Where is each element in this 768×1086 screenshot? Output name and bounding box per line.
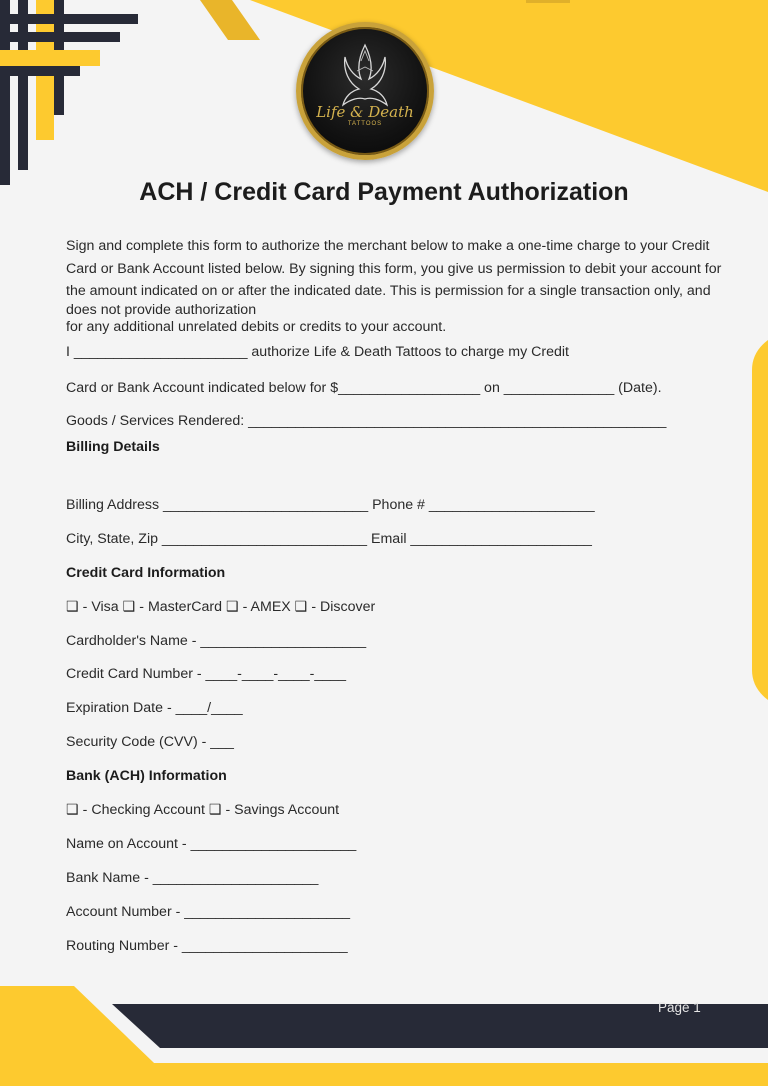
amount-date-line[interactable]: Card or Bank Account indicated below for $__________________ on ______________ (Date). bbox=[66, 380, 662, 396]
account-type-checkboxes[interactable]: ❑ - Checking Account ❑ - Savings Account bbox=[66, 802, 340, 818]
bottom-yellow-strip bbox=[150, 1063, 768, 1086]
intro-tail-line-2: for any additional unrelated debits or credits to your account. bbox=[66, 319, 447, 335]
phoenix-icon bbox=[301, 27, 429, 155]
credit-card-heading: Credit Card Information bbox=[66, 565, 226, 581]
intro-paragraph: Sign and complete this form to authorize the merchant below to make a one-time charge to your Credit Card or Bank Account listed below. By signing this form, you give us permission to debit your account for the amount indicated on or after the indicated date. This is permission for a single transaction only, and bbox=[66, 238, 722, 299]
routing-number-line[interactable]: Routing Number - _____________________ bbox=[66, 938, 348, 954]
billing-details-heading: Billing Details bbox=[66, 439, 160, 455]
city-state-zip-email-line[interactable]: City, State, Zip __________________________ Email _______________________ bbox=[66, 531, 592, 547]
billing-address-phone-line[interactable]: Billing Address __________________________ Phone # _____________________ bbox=[66, 497, 595, 513]
intro-tail bbox=[66, 302, 726, 336]
page-title: ACH / Credit Card Payment Authorization bbox=[139, 178, 629, 206]
logo-script-text: Life & Death bbox=[316, 103, 414, 121]
cardholder-name-line[interactable]: Cardholder's Name - _____________________ bbox=[66, 633, 367, 649]
card-type-checkboxes[interactable]: ❑ - Visa ❑ - MasterCard ❑ - AMEX ❑ - Discover bbox=[66, 599, 376, 615]
top-right-small-band bbox=[200, 0, 260, 40]
intro-tail-line-1: does not provide authorization bbox=[66, 302, 257, 318]
bank-info-heading: Bank (ACH) Information bbox=[66, 768, 227, 784]
expiration-date-line[interactable]: Expiration Date - ____/____ bbox=[66, 700, 243, 716]
card-number-line[interactable]: Credit Card Number - ____-____-____-____ bbox=[66, 666, 346, 682]
name-on-account-line[interactable]: Name on Account - _____________________ bbox=[66, 836, 357, 852]
top-small-tab bbox=[526, 0, 570, 3]
goods-services-line[interactable]: Goods / Services Rendered: _____________________________________________________ bbox=[66, 413, 667, 429]
right-yellow-tab bbox=[752, 340, 768, 700]
logo-sub-text: TATTOOS bbox=[347, 121, 383, 127]
account-number-line[interactable]: Account Number - _____________________ bbox=[66, 904, 350, 920]
security-code-line[interactable]: Security Code (CVV) - ___ bbox=[66, 734, 234, 750]
bank-name-line[interactable]: Bank Name - _____________________ bbox=[66, 870, 319, 886]
authorize-line[interactable]: I ______________________ authorize Life & Death Tattoos to charge my Credit bbox=[66, 344, 569, 360]
page-number: Page 1 bbox=[658, 1000, 701, 1015]
company-logo bbox=[296, 22, 434, 160]
top-left-lines bbox=[0, 0, 138, 185]
